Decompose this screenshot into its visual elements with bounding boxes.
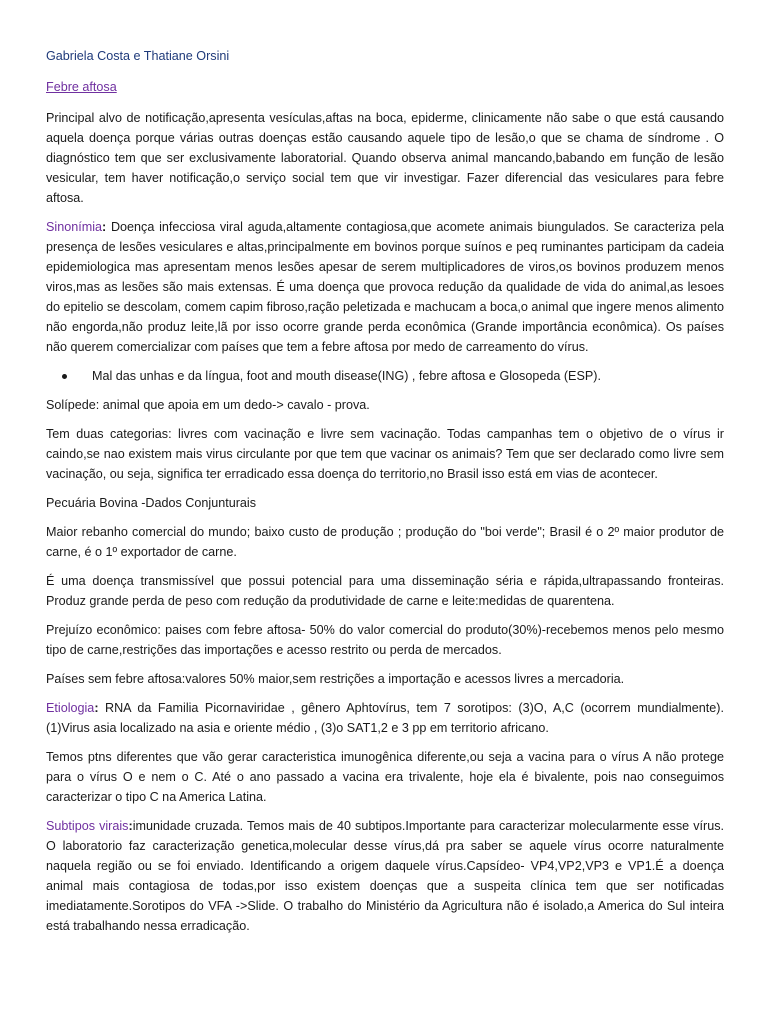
categorias-paragraph: Tem duas categorias: livres com vacinação e livre sem vacinação. Todas campanhas tem o objetivo de o vírus ir caindo,se nao existem mais virus circulante por que tem que vacinar os animais? Tem que ser declarado como livre sem vacinação, ou seja, significa ter erradicado essa doença do territorio,no Brasil isso está em vias de acontecer.	[46, 427, 724, 481]
sinonimia-paragraph	[46, 217, 724, 357]
subtipos-paragraph	[46, 816, 724, 936]
pecuaria-heading: Pecuária Bovina -Dados Conjunturais	[46, 496, 257, 510]
section-title: Febre aftosa	[46, 80, 117, 94]
list-item: Mal das unhas e da língua, foot and mouth disease(ING) , febre aftosa e Glosopeda (ESP).	[62, 366, 724, 386]
transmissivel-paragraph: É uma doença transmissível que possui potencial para uma disseminação séria e rápida,ultrapassando fronteiras. Produz grande perda de peso com redução da produtividade de carne e leite:medidas de quarentena.	[46, 574, 724, 608]
synonyms-list	[46, 366, 724, 386]
subtipos-label: Subtipos virais	[46, 819, 129, 833]
etiologia-text: RNA da Familia Picornaviridae , gênero Aphtovírus, tem 7 sorotipos: (3)O, A,C (ocorrem mundialmente). (1)Virus asia localizado na asia e oriente médio , (3)o SAT1,2 e 3 pp em territorio africano.	[46, 701, 724, 735]
etiologia-colon: :	[94, 701, 99, 715]
prejuizo-paragraph: Prejuízo econômico: paises com febre aftosa- 50% do valor comercial do produto(30%)-recebemos menos pelo mesmo tipo de carne,restrições das importações e acesso restrito ou perda de mercados.	[46, 623, 724, 657]
document-authors: Gabriela Costa e Thatiane Orsini	[46, 49, 230, 63]
etiologia-paragraph	[46, 698, 724, 738]
ptns-paragraph: Temos ptns diferentes que vão gerar caracteristica imunogênica diferente,ou seja a vacina para o vírus A não protege para o vírus O e nem o C. Até o ano passado a vacina era trivalente, hoje ela é bivalente, pois nao conseguimos caracterizar o tipo C na America Latina.	[46, 750, 724, 804]
solipede-paragraph: Solípede: animal que apoia em um dedo-> cavalo - prova.	[46, 398, 370, 412]
sinonimia-colon: :	[102, 220, 107, 234]
intro-paragraph: Principal alvo de notificação,apresenta vesículas,aftas na boca, epiderme, clinicamente não sabe o que está causando aquela doença porque várias outras doenças estão causando aquele tipo de lesão,o que se chama de síndrome . O diagnóstico tem que ser exclusivamente laboratorial. Quando observa animal mancando,babando em função de lesão vesicular, tem haver notificação,o serviço social tem que vir investigar. Fazer diferencial das vesiculares para febre aftosa.	[46, 111, 724, 205]
etiologia-label: Etiologia	[46, 701, 95, 715]
paises-sem-paragraph: Países sem febre aftosa:valores 50% maior,sem restrições a importação e acessos livres a mercadoria.	[46, 672, 625, 686]
subtipos-text: imunidade cruzada. Temos mais de 40 subtipos.Importante para caracterizar molecularmente esse vírus. O laboratorio faz caracterização genetica,molecular desse vírus,dá pra saber se aquele vírus ocorre naturalmente naquela região ou se foi enviado. Identificando a origem daquele vírus.Capsídeo- VP4,VP2,VP3 e VP1.É a doença animal mais contagiosa de todas,por isso existem doenças que a suspeita clínica tem que ser notificadas imediatamente.Sorotipos do VFA ->Slide. O trabalho do Ministério da Agricultura não é isolado,a America do Sul inteira está trabalhando nessa erradicação.	[46, 819, 724, 933]
subtipos-colon: :	[128, 819, 133, 833]
sinonimia-text: Doença infecciosa viral aguda,altamente contagiosa,que acomete animais biungulados. Se caracteriza pela presença de lesões vesiculares e altas,principalmente em bovinos porque suínos e peq ruminantes participam da cadeia epidemiologica mas apresentam menos lesões apesar de serem multiplicadores de viros,os bovinos produzem menos viros,mas as lesões são mais extensas. É uma doença que provoca redução da qualidade de vida do animal,as lesoes do epitelio se descolam, comem capim fibroso,ração peletizada e machucam a boca,o animal que ingere menos alimento não engorda,não produz leite,lã por isso ocorre grande perda econômica (Grande importância econômica). Os países não querem comercializar com países que tem a febre aftosa por medo de carreamento do vírus.	[46, 220, 724, 354]
document-page	[46, 46, 724, 945]
sinonimia-label: Sinonímia	[46, 220, 103, 234]
maior-rebanho-paragraph: Maior rebanho comercial do mundo; baixo custo de produção ; produção do "boi verde"; Brasil é o 2º maior produtor de carne, é o 1º exportador de carne.	[46, 525, 724, 559]
